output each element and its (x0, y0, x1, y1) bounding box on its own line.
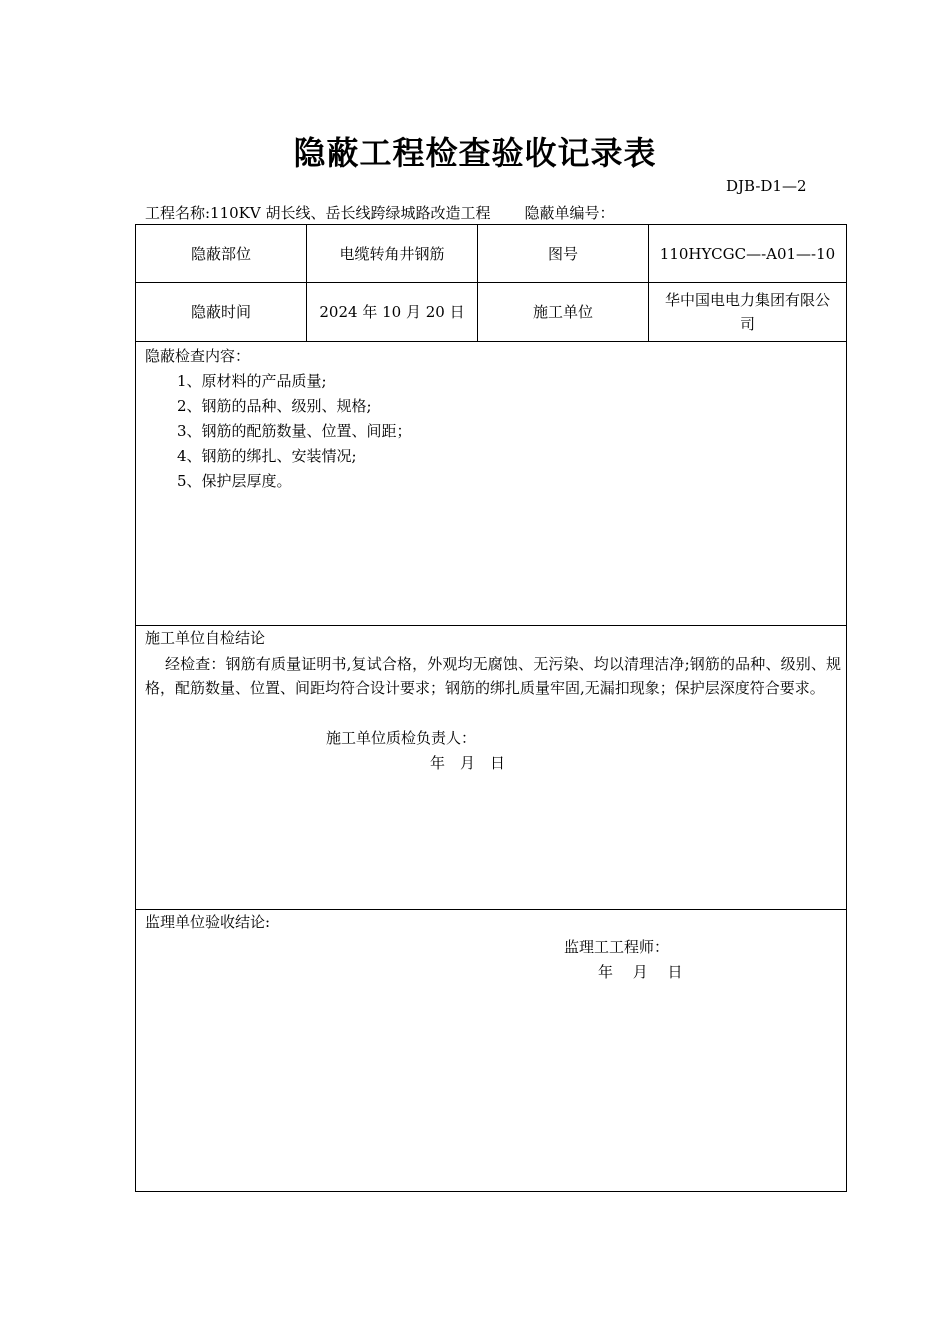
label-hidden-time: 隐蔽时间 (136, 283, 307, 341)
self-check-heading: 施工单位自检结论 (145, 629, 266, 647)
inspection-item: 2、钢筋的品种、级别、规格; (177, 397, 372, 415)
value-drawing-no: 110HYCGC—-A01—-10 (659, 244, 836, 263)
label-hidden-location: 隐蔽部位 (136, 225, 307, 282)
project-line (145, 202, 615, 223)
label-drawing-no: 图号 (478, 225, 649, 282)
self-check-section (136, 626, 846, 910)
info-row-location (136, 225, 846, 283)
label-construction-unit: 施工单位 (478, 283, 649, 341)
supervision-signer: 监理工工程师： (564, 938, 670, 956)
self-check-signer: 施工单位质检负责人： (326, 729, 477, 747)
supervision-heading: 监理单位验收结论: (145, 913, 271, 931)
form-code: DJB-D1—2 (726, 177, 807, 195)
self-check-text: 经检查：钢筋有质量证明书,复试合格，外观均无腐蚀、无污染、均以清理洁净;钢筋的品种、级别、规格，配筋数量、位置、间距均符合设计要求；钢筋的绑扎质量牢固,无漏扣现象；保护层深度符合要求。 (145, 655, 841, 697)
inspection-item: 4、钢筋的绑扎、安装情况; (177, 447, 357, 465)
inspection-item: 1、原材料的产品质量; (177, 372, 327, 390)
supervision-date: 年 月 日 (598, 963, 683, 981)
project-name: 工程名称:110KV 胡长线、岳长线跨绿城路改造工程 (145, 204, 491, 222)
inspection-section (136, 342, 846, 626)
inspection-item: 5、保护层厚度。 (177, 472, 292, 490)
hidden-number-label: 隐蔽单编号： (524, 204, 615, 222)
form-title: 隐蔽工程检查验收记录表 (293, 134, 657, 172)
supervision-section (136, 910, 846, 1191)
self-check-date: 年 月 日 (430, 754, 506, 772)
value-hidden-time: 2024 年 10 月 20 日 (307, 283, 478, 341)
info-row-time (136, 283, 846, 342)
inspection-item: 3、钢筋的配筋数量、位置、间距； (177, 422, 412, 440)
record-table (135, 224, 847, 1192)
value-construction-unit: 华中国电电力集团有限公司 (664, 291, 830, 333)
inspection-heading: 隐蔽检查内容： (145, 347, 251, 365)
value-hidden-location: 电缆转角井钢筋 (307, 225, 478, 282)
